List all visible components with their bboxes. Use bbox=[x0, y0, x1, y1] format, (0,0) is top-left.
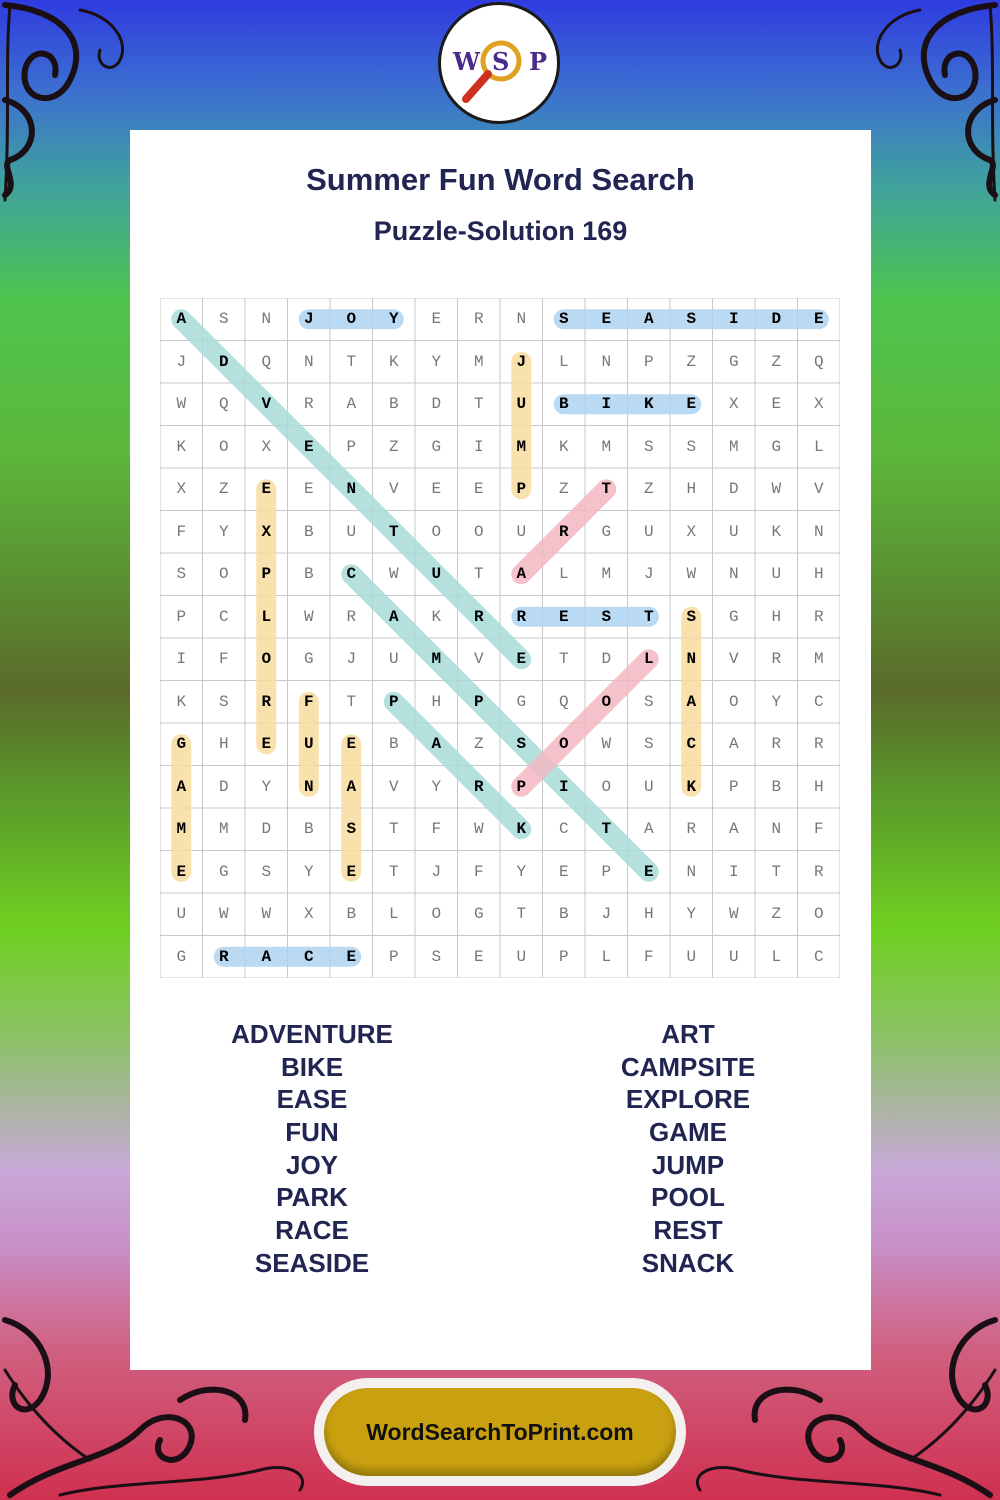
grid-cell[interactable]: O bbox=[601, 777, 612, 796]
grid-cell[interactable]: G bbox=[771, 437, 782, 456]
grid-cell[interactable]: R bbox=[558, 522, 569, 541]
grid-cell[interactable]: N bbox=[728, 565, 739, 584]
grid-cell[interactable]: A bbox=[643, 310, 654, 329]
grid-cell[interactable]: B bbox=[558, 395, 569, 414]
grid-cell[interactable]: N bbox=[303, 777, 314, 796]
grid-cell[interactable]: R bbox=[473, 310, 484, 329]
grid-cell[interactable]: Z bbox=[218, 480, 229, 499]
grid-cell[interactable]: F bbox=[813, 820, 824, 839]
word-list-item: ADVENTURE bbox=[231, 1019, 393, 1049]
grid-cell[interactable]: P bbox=[176, 607, 187, 626]
grid-cell[interactable]: O bbox=[218, 565, 229, 584]
page-subtitle: Puzzle-Solution 169 bbox=[373, 216, 628, 246]
grid-cell[interactable]: A bbox=[643, 820, 654, 839]
grid-cell[interactable]: F bbox=[176, 522, 187, 541]
grid-cell[interactable]: Q bbox=[558, 692, 569, 711]
grid-cell[interactable]: O bbox=[601, 692, 612, 711]
grid-cell[interactable]: K bbox=[176, 437, 187, 456]
grid-cell[interactable]: E bbox=[813, 310, 824, 329]
grid-cell[interactable]: U bbox=[516, 395, 527, 414]
word-list-item: PARK bbox=[276, 1182, 348, 1213]
grid-cell[interactable]: K bbox=[388, 352, 399, 371]
grid-cell[interactable]: T bbox=[601, 820, 612, 839]
grid-cell[interactable]: Y bbox=[431, 777, 442, 796]
word-list-item: JUMP bbox=[651, 1149, 725, 1180]
grid-cell[interactable]: I bbox=[728, 862, 739, 881]
grid-cell[interactable]: R bbox=[771, 735, 782, 754]
grid-cell[interactable]: J bbox=[303, 310, 314, 329]
grid-cell[interactable]: M bbox=[813, 650, 824, 669]
grid-cell[interactable]: T bbox=[643, 607, 654, 626]
grid-cell[interactable]: E bbox=[558, 607, 569, 626]
grid-cell[interactable]: D bbox=[218, 777, 229, 796]
word-list-item: SNACK bbox=[641, 1247, 735, 1278]
grid-cell[interactable]: S bbox=[686, 310, 697, 329]
word-list-item: JOY bbox=[285, 1149, 339, 1180]
grid-cell[interactable]: R bbox=[346, 607, 357, 626]
grid-cell[interactable]: Y bbox=[771, 692, 782, 711]
word-list-item: ART bbox=[661, 1019, 715, 1049]
grid-cell[interactable]: T bbox=[346, 692, 357, 711]
grid-cell[interactable]: Y bbox=[261, 777, 272, 796]
grid-cell[interactable]: V bbox=[388, 777, 399, 796]
grid-cell[interactable]: J bbox=[431, 862, 442, 881]
word-list-item: RACE bbox=[275, 1215, 349, 1246]
grid-cell[interactable]: G bbox=[431, 437, 442, 456]
grid-cell[interactable]: U bbox=[303, 735, 314, 754]
grid-cell[interactable]: S bbox=[218, 692, 229, 711]
grid-cell[interactable]: D bbox=[261, 820, 272, 839]
grid-cell[interactable]: M bbox=[601, 437, 612, 456]
grid-cell[interactable]: T bbox=[388, 820, 399, 839]
grid-cell[interactable]: U bbox=[643, 777, 654, 796]
grid-cell[interactable]: R bbox=[771, 650, 782, 669]
grid-cell[interactable]: I bbox=[558, 777, 569, 796]
grid-cell[interactable]: B bbox=[558, 905, 569, 924]
grid-cell[interactable]: X bbox=[728, 395, 739, 414]
word-list-item: FUN bbox=[285, 1117, 339, 1148]
grid-cell[interactable]: I bbox=[473, 437, 484, 456]
grid-cell[interactable]: T bbox=[473, 395, 484, 414]
grid-cell[interactable]: W bbox=[728, 905, 739, 924]
grid-cell[interactable]: S bbox=[346, 820, 357, 839]
word-list-item: EXPLORE bbox=[625, 1084, 751, 1115]
grid-cell[interactable]: S bbox=[261, 862, 272, 881]
grid-cell[interactable]: B bbox=[346, 905, 357, 924]
grid-cell[interactable]: R bbox=[261, 692, 272, 711]
grid-cell[interactable]: A bbox=[176, 310, 187, 329]
grid-cell[interactable]: N bbox=[771, 820, 782, 839]
grid-cell[interactable]: R bbox=[813, 862, 824, 881]
grid-cell[interactable]: V bbox=[728, 650, 739, 669]
word-list-right bbox=[538, 1018, 838, 1280]
grid-cell[interactable]: G bbox=[176, 735, 187, 754]
grid-cell[interactable]: E bbox=[346, 862, 357, 881]
grid-cell[interactable]: G bbox=[601, 522, 612, 541]
grid-cell[interactable]: B bbox=[771, 777, 782, 796]
word-search-grid bbox=[160, 298, 840, 978]
grid-cell[interactable]: A bbox=[388, 607, 399, 626]
grid-cell[interactable]: P bbox=[728, 777, 739, 796]
grid-cell[interactable]: J bbox=[643, 565, 654, 584]
grid-cell[interactable]: Z bbox=[643, 480, 654, 499]
grid-cell[interactable]: V bbox=[388, 480, 399, 499]
grid-cell[interactable]: S bbox=[558, 310, 569, 329]
grid-cell[interactable]: P bbox=[516, 480, 527, 499]
grid-cell[interactable]: J bbox=[516, 352, 527, 371]
grid-cell[interactable]: H bbox=[218, 735, 229, 754]
grid-cell[interactable]: Y bbox=[516, 862, 527, 881]
grid-cell[interactable]: E bbox=[431, 310, 442, 329]
word-list-item: POOL bbox=[651, 1182, 725, 1213]
grid-cell[interactable]: R bbox=[473, 607, 484, 626]
grid-cell[interactable]: V bbox=[473, 650, 484, 669]
grid-cell[interactable]: R bbox=[516, 607, 527, 626]
grid-cell[interactable]: A bbox=[346, 777, 357, 796]
grid-cell[interactable]: P bbox=[601, 862, 612, 881]
grid-cell[interactable]: G bbox=[473, 905, 484, 924]
grid-cell[interactable]: H bbox=[813, 777, 824, 796]
grid-cell[interactable]: P bbox=[516, 777, 527, 796]
grid-cell[interactable]: S bbox=[431, 947, 442, 966]
grid-cell[interactable]: V bbox=[261, 395, 272, 414]
grid-cell[interactable]: N bbox=[303, 352, 314, 371]
grid-cell[interactable]: U bbox=[728, 522, 739, 541]
grid-cell[interactable]: K bbox=[771, 522, 782, 541]
grid-cell[interactable]: X bbox=[176, 480, 187, 499]
grid-cell[interactable]: P bbox=[388, 692, 399, 711]
grid-cell[interactable]: P bbox=[346, 437, 357, 456]
grid-cell[interactable]: P bbox=[473, 692, 484, 711]
grid-cell[interactable]: O bbox=[558, 735, 569, 754]
grid-cell[interactable]: T bbox=[473, 565, 484, 584]
grid-cell[interactable]: K bbox=[643, 395, 654, 414]
grid-cell[interactable]: Q bbox=[261, 352, 272, 371]
grid-cell[interactable]: W bbox=[601, 735, 612, 754]
grid-cell[interactable]: R bbox=[813, 607, 824, 626]
corner-ornament-top-left bbox=[0, 0, 150, 210]
grid-cell[interactable]: G bbox=[218, 862, 229, 881]
corner-ornament-top-right bbox=[850, 0, 1000, 210]
grid-cell[interactable]: U bbox=[176, 905, 187, 924]
grid-cell[interactable]: U bbox=[388, 650, 399, 669]
grid-cell[interactable]: R bbox=[303, 395, 314, 414]
grid-cell[interactable]: A bbox=[261, 947, 272, 966]
grid-cell[interactable]: I bbox=[176, 650, 187, 669]
grid-cell[interactable]: N bbox=[686, 862, 697, 881]
grid-cell[interactable]: O bbox=[218, 437, 229, 456]
grid-cell[interactable]: L bbox=[261, 607, 272, 626]
grid-cell[interactable]: C bbox=[686, 735, 697, 754]
word-list-left bbox=[162, 1018, 462, 1280]
grid-cell[interactable]: N bbox=[686, 650, 697, 669]
grid-cell[interactable]: O bbox=[473, 522, 484, 541]
grid-cell[interactable]: Z bbox=[558, 480, 569, 499]
grid-cell[interactable]: G bbox=[728, 607, 739, 626]
grid-cell[interactable]: P bbox=[558, 947, 569, 966]
grid-cell[interactable]: C bbox=[558, 820, 569, 839]
logo-letter-s: S bbox=[492, 47, 510, 76]
grid-cell[interactable]: W bbox=[303, 607, 314, 626]
grid-cell[interactable]: M bbox=[431, 650, 442, 669]
grid-cell[interactable]: U bbox=[516, 947, 527, 966]
grid-cell[interactable]: C bbox=[303, 947, 314, 966]
grid-cell[interactable]: P bbox=[388, 947, 399, 966]
grid-cell[interactable]: S bbox=[218, 310, 229, 329]
grid-cell[interactable]: E bbox=[473, 947, 484, 966]
grid-cell[interactable]: W bbox=[261, 905, 272, 924]
grid-cell[interactable]: R bbox=[473, 777, 484, 796]
word-list-item: BIKE bbox=[280, 1051, 344, 1082]
word-list-item: EASE bbox=[276, 1084, 348, 1115]
grid-cell[interactable]: G bbox=[516, 692, 527, 711]
grid-cell[interactable]: D bbox=[431, 395, 442, 414]
grid-cell[interactable]: E bbox=[431, 480, 442, 499]
grid-cell[interactable]: U bbox=[346, 522, 357, 541]
grid-cell[interactable]: A bbox=[346, 395, 357, 414]
grid-cell[interactable]: P bbox=[261, 565, 272, 584]
grid-cell[interactable]: A bbox=[728, 820, 739, 839]
grid-cell[interactable]: U bbox=[771, 565, 782, 584]
grid-cell[interactable]: T bbox=[388, 862, 399, 881]
grid-cell[interactable]: E bbox=[516, 650, 527, 669]
grid-cell[interactable]: J bbox=[346, 650, 357, 669]
grid-cell[interactable]: M bbox=[473, 352, 484, 371]
grid-cell[interactable]: X bbox=[261, 522, 272, 541]
grid-cell[interactable]: W bbox=[771, 480, 782, 499]
page-title: Summer Fun Word Search bbox=[306, 162, 695, 197]
grid-cell[interactable]: U bbox=[516, 522, 527, 541]
grid-cell[interactable]: M bbox=[601, 565, 612, 584]
grid-cell[interactable]: S bbox=[643, 735, 654, 754]
grid-cell[interactable]: S bbox=[643, 437, 654, 456]
grid-cell[interactable]: W bbox=[473, 820, 484, 839]
grid-cell[interactable]: W bbox=[686, 565, 697, 584]
grid-cell[interactable]: L bbox=[388, 905, 399, 924]
wsp-logo[interactable] bbox=[438, 2, 560, 124]
grid-cell[interactable]: J bbox=[601, 905, 612, 924]
grid-cell[interactable]: T bbox=[601, 480, 612, 499]
grid-cell[interactable]: S bbox=[601, 607, 612, 626]
grid-cell[interactable]: X bbox=[813, 395, 824, 414]
grid-cell[interactable]: T bbox=[771, 862, 782, 881]
logo-letter-w: W bbox=[453, 47, 480, 76]
grid-cell[interactable]: L bbox=[813, 437, 824, 456]
word-list-item: REST bbox=[653, 1215, 723, 1246]
grid-cell[interactable]: U bbox=[728, 947, 739, 966]
grid-cell[interactable]: S bbox=[516, 735, 527, 754]
grid-cell[interactable]: N bbox=[516, 310, 527, 329]
grid-cell[interactable]: D bbox=[218, 352, 229, 371]
grid-cell[interactable]: W bbox=[176, 395, 187, 414]
grid-cell[interactable]: E bbox=[176, 862, 187, 881]
grid-cell[interactable]: A bbox=[728, 735, 739, 754]
grid-cell[interactable]: F bbox=[431, 820, 442, 839]
grid-cell[interactable]: A bbox=[176, 777, 187, 796]
word-list-item: CAMPSITE bbox=[620, 1051, 756, 1082]
grid-cell[interactable]: E bbox=[643, 862, 654, 881]
grid-cell[interactable]: Y bbox=[303, 862, 314, 881]
grid-cell[interactable]: Z bbox=[388, 437, 399, 456]
grid-cell[interactable]: C bbox=[218, 607, 229, 626]
grid-cell[interactable]: G bbox=[728, 352, 739, 371]
grid-cell[interactable]: E bbox=[346, 947, 357, 966]
grid-cell[interactable]: K bbox=[516, 820, 527, 839]
grid-cell[interactable]: W bbox=[218, 905, 229, 924]
grid-cell[interactable]: U bbox=[643, 522, 654, 541]
grid-cell[interactable]: E bbox=[558, 862, 569, 881]
grid-cell[interactable]: T bbox=[516, 905, 527, 924]
grid-cell[interactable]: I bbox=[728, 310, 739, 329]
grid-cell[interactable]: E bbox=[686, 395, 697, 414]
grid-cell[interactable]: E bbox=[261, 480, 272, 499]
grid-cell[interactable]: K bbox=[686, 777, 697, 796]
grid-cell[interactable]: Q bbox=[218, 395, 229, 414]
grid-cell[interactable]: Z bbox=[771, 905, 782, 924]
grid-cell[interactable]: C bbox=[346, 565, 357, 584]
grid-cell[interactable]: E bbox=[261, 735, 272, 754]
grid-cell[interactable]: A bbox=[686, 692, 697, 711]
grid-cell[interactable]: H bbox=[686, 480, 697, 499]
grid-cell[interactable]: T bbox=[346, 352, 357, 371]
grid-cell[interactable]: S bbox=[686, 437, 697, 456]
grid-cell[interactable]: H bbox=[643, 905, 654, 924]
grid-cell[interactable]: F bbox=[218, 650, 229, 669]
grid-cell[interactable]: F bbox=[643, 947, 654, 966]
grid-cell[interactable]: H bbox=[431, 692, 442, 711]
grid-cell[interactable]: E bbox=[601, 310, 612, 329]
grid-cell[interactable]: Z bbox=[473, 735, 484, 754]
grid-cell[interactable]: X bbox=[686, 522, 697, 541]
grid-cell[interactable]: L bbox=[558, 565, 569, 584]
grid-cell[interactable]: R bbox=[686, 820, 697, 839]
grid-cell[interactable]: G bbox=[176, 947, 187, 966]
grid-cell[interactable]: Y bbox=[388, 310, 399, 329]
grid-cell[interactable]: B bbox=[303, 565, 314, 584]
grid-cell[interactable]: M bbox=[728, 437, 739, 456]
grid-cell[interactable]: C bbox=[813, 692, 824, 711]
grid-cell[interactable]: T bbox=[388, 522, 399, 541]
grid-cell[interactable]: O bbox=[431, 905, 442, 924]
grid-cell[interactable]: L bbox=[643, 650, 654, 669]
grid-cell[interactable]: H bbox=[813, 565, 824, 584]
grid-cell[interactable]: O bbox=[813, 905, 824, 924]
grid-cell[interactable]: D bbox=[728, 480, 739, 499]
grid-cell[interactable]: L bbox=[771, 947, 782, 966]
grid-cell[interactable]: E bbox=[303, 437, 314, 456]
grid-cell[interactable]: U bbox=[431, 565, 442, 584]
grid-cell[interactable]: U bbox=[686, 947, 697, 966]
grid-cell[interactable]: A bbox=[516, 565, 527, 584]
grid-cell[interactable]: X bbox=[261, 437, 272, 456]
grid-cell[interactable]: H bbox=[771, 607, 782, 626]
logo-letter-p: P bbox=[529, 47, 548, 76]
grid-cell[interactable]: W bbox=[388, 565, 399, 584]
grid-cell[interactable]: F bbox=[303, 692, 314, 711]
grid-cell[interactable]: R bbox=[813, 735, 824, 754]
grid-cell[interactable]: C bbox=[813, 947, 824, 966]
grid-cell[interactable]: K bbox=[558, 437, 569, 456]
grid-cell[interactable]: L bbox=[558, 352, 569, 371]
grid-cell[interactable]: Z bbox=[686, 352, 697, 371]
word-list-item: GAME bbox=[649, 1117, 727, 1148]
grid-cell[interactable]: S bbox=[686, 607, 697, 626]
grid-cell[interactable]: M bbox=[516, 437, 527, 456]
grid-cell[interactable]: Z bbox=[771, 352, 782, 371]
grid-cell[interactable]: E bbox=[303, 480, 314, 499]
grid-cell[interactable]: M bbox=[218, 820, 229, 839]
grid-cell[interactable]: N bbox=[261, 310, 272, 329]
grid-cell[interactable]: B bbox=[303, 820, 314, 839]
grid-cell[interactable]: X bbox=[303, 905, 314, 924]
grid-cell[interactable]: O bbox=[728, 692, 739, 711]
grid-cell[interactable]: M bbox=[176, 820, 187, 839]
grid-cell[interactable]: L bbox=[601, 947, 612, 966]
word-list-item: SEASIDE bbox=[254, 1247, 370, 1278]
grid-cell[interactable]: N bbox=[813, 522, 824, 541]
grid-cell[interactable]: D bbox=[601, 650, 612, 669]
grid-cell[interactable]: E bbox=[473, 480, 484, 499]
grid-cell[interactable]: B bbox=[303, 522, 314, 541]
grid-cell[interactable]: S bbox=[643, 692, 654, 711]
grid-cell[interactable]: N bbox=[346, 480, 357, 499]
grid-cell[interactable]: J bbox=[176, 352, 187, 371]
grid-cell[interactable]: G bbox=[303, 650, 314, 669]
grid-cell[interactable]: O bbox=[346, 310, 357, 329]
grid-cell[interactable]: D bbox=[771, 310, 782, 329]
grid-cell[interactable]: R bbox=[218, 947, 229, 966]
grid-cell[interactable]: V bbox=[813, 480, 824, 499]
site-link-button[interactable]: WordSearchToPrint.com bbox=[324, 1388, 676, 1476]
grid-cell[interactable]: E bbox=[771, 395, 782, 414]
grid-cell[interactable]: Y bbox=[431, 352, 442, 371]
grid-cell[interactable]: N bbox=[601, 352, 612, 371]
grid-cell[interactable]: Y bbox=[218, 522, 229, 541]
grid-cell[interactable]: P bbox=[643, 352, 654, 371]
grid-cell[interactable]: I bbox=[601, 395, 612, 414]
grid-cell[interactable]: S bbox=[176, 565, 187, 584]
grid-cell[interactable]: B bbox=[388, 395, 399, 414]
grid-cell[interactable]: K bbox=[431, 607, 442, 626]
grid-cell[interactable]: O bbox=[261, 650, 272, 669]
grid-cell[interactable]: T bbox=[558, 650, 569, 669]
grid-cell[interactable]: B bbox=[388, 735, 399, 754]
grid-cell[interactable]: A bbox=[431, 735, 442, 754]
grid-cell[interactable]: K bbox=[176, 692, 187, 711]
grid-cell[interactable]: E bbox=[346, 735, 357, 754]
grid-cell[interactable]: O bbox=[431, 522, 442, 541]
grid-cell[interactable]: F bbox=[473, 862, 484, 881]
grid-cell[interactable]: Y bbox=[686, 905, 697, 924]
grid-cell[interactable]: Q bbox=[813, 352, 824, 371]
